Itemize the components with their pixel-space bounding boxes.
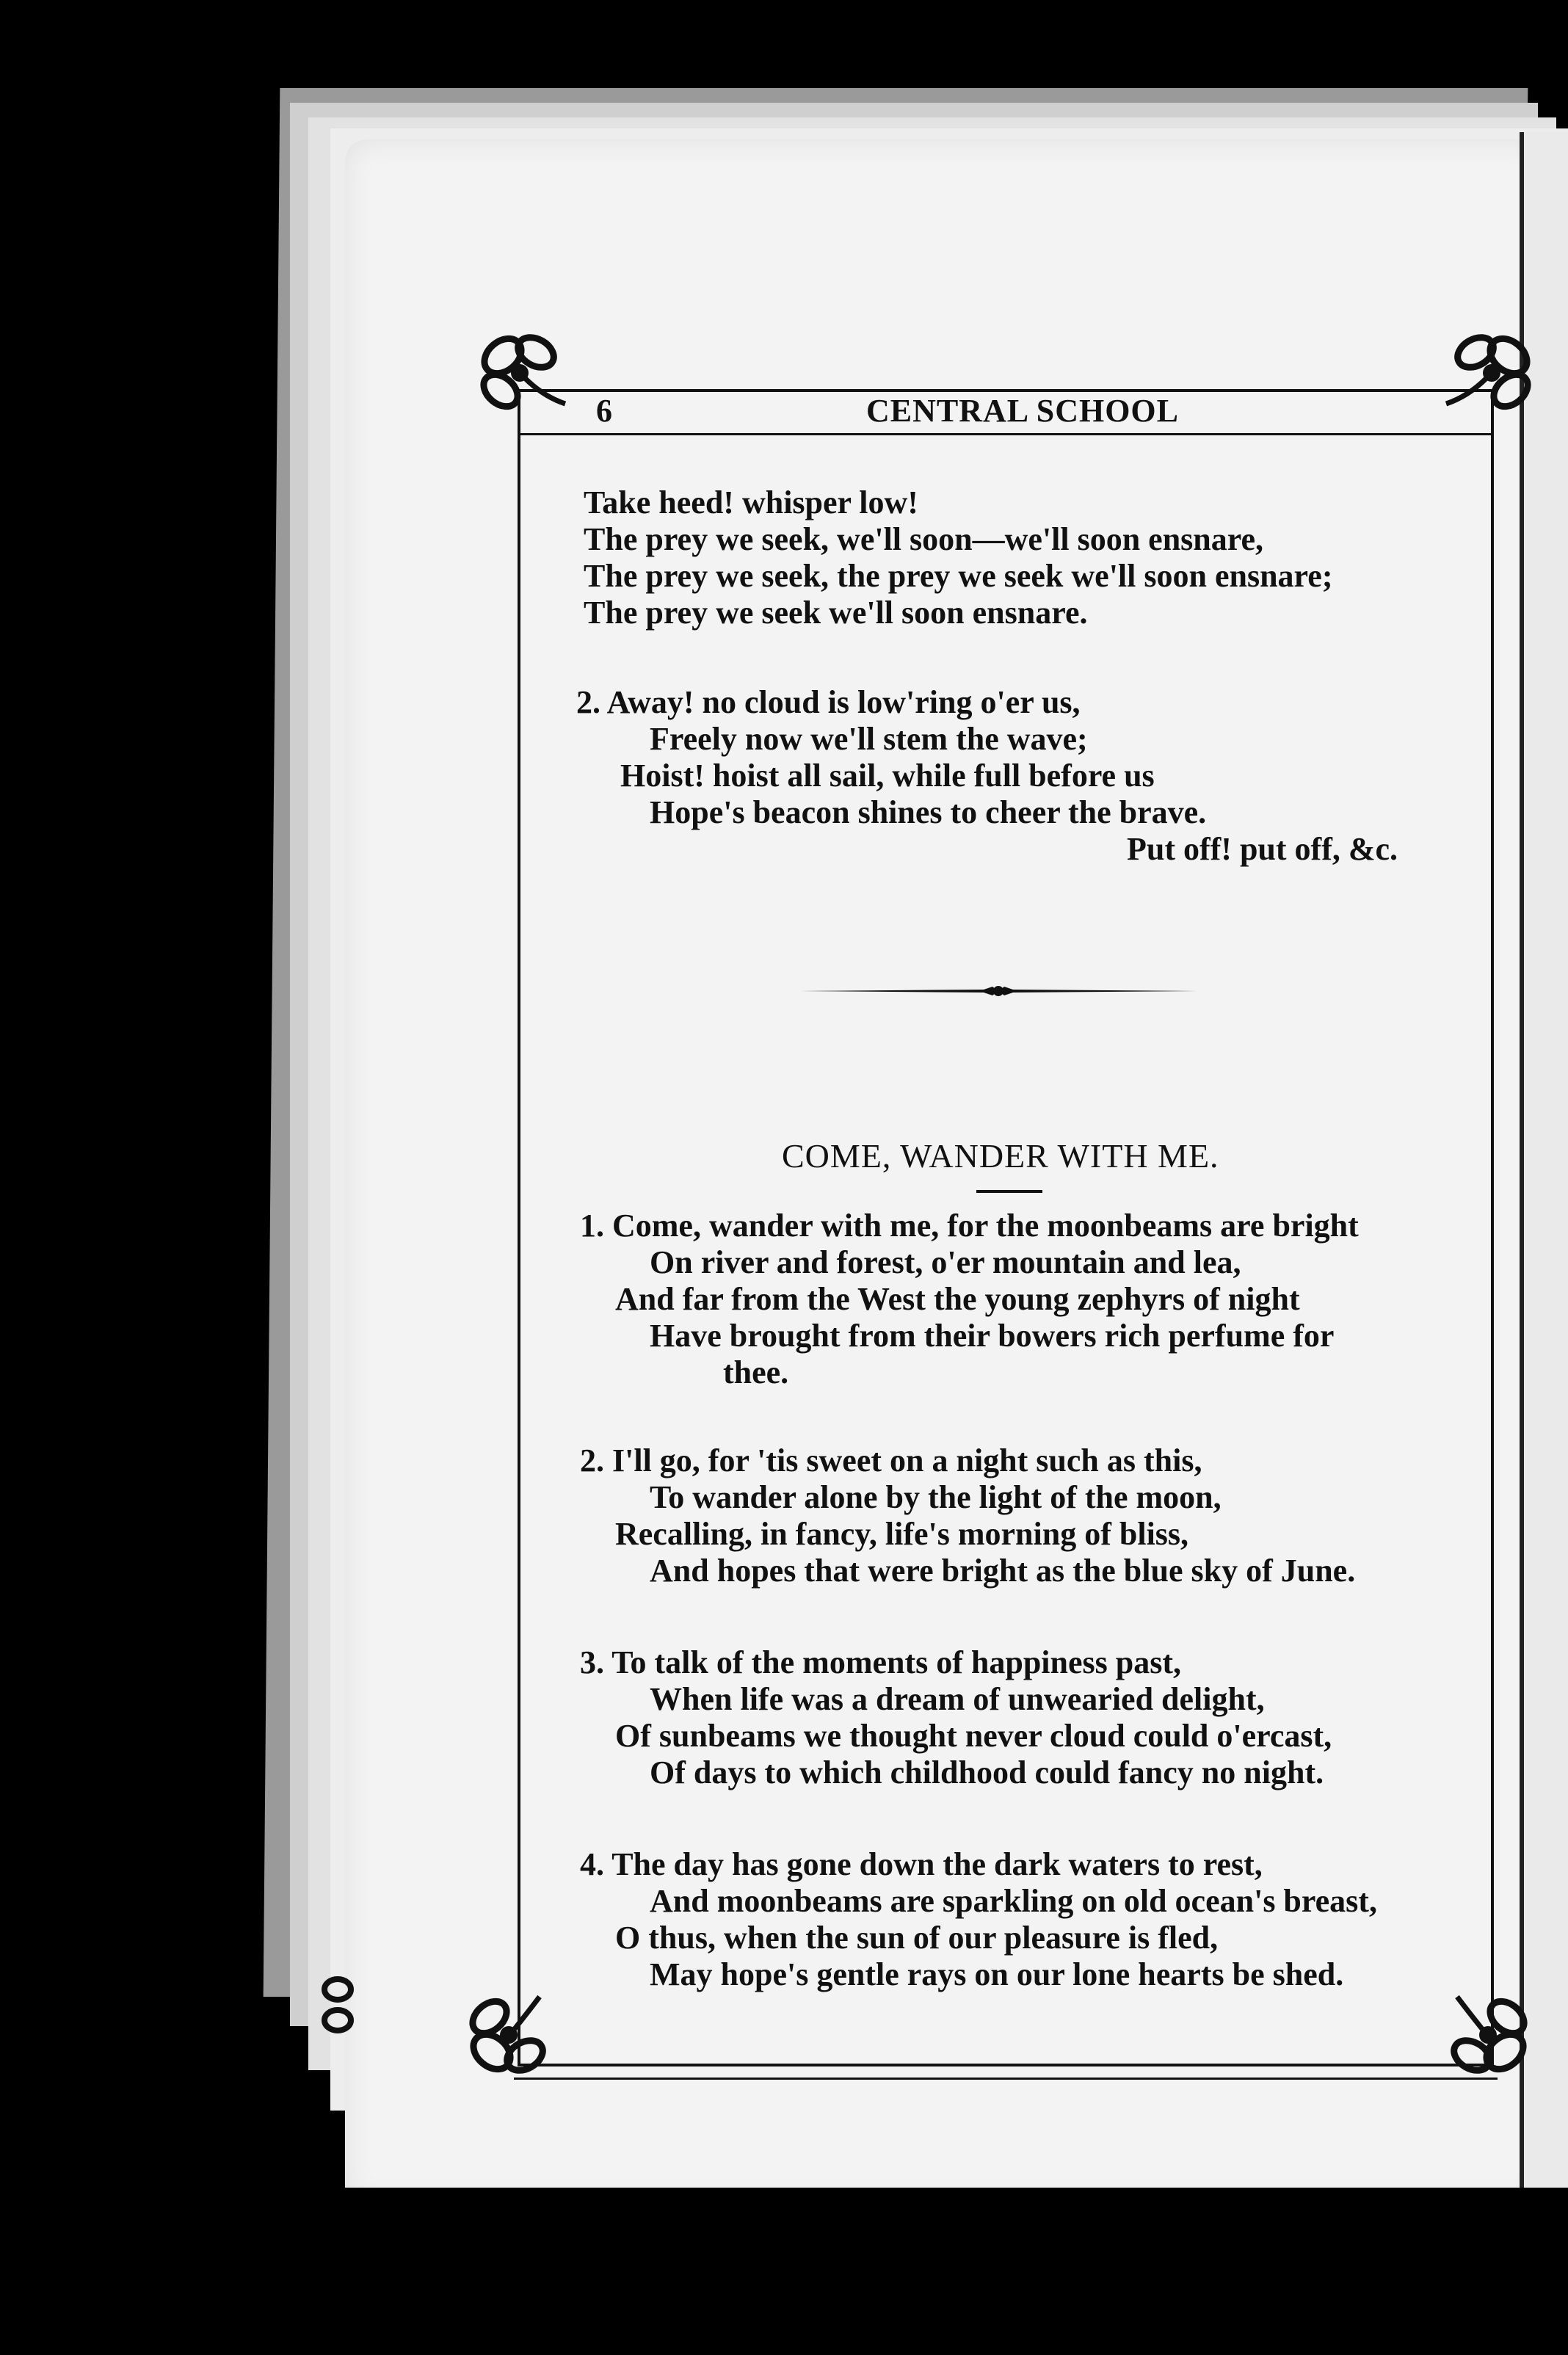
- text-line: And far from the West the young zephyrs of night: [615, 1281, 1300, 1317]
- text-line: Hope's beacon shines to cheer the brave.: [650, 794, 1207, 830]
- frame-bottom-rule: [514, 2078, 1498, 2080]
- title-rule: [976, 1190, 1042, 1193]
- text-line: 4. The day has gone down the dark waters to rest,: [580, 1846, 1263, 1882]
- song-verse-2: [576, 684, 1206, 831]
- facing-page-edge: [1520, 132, 1568, 2210]
- text-line: 2. I'll go, for 'tis sweet on a night such as this,: [580, 1443, 1202, 1478]
- text-line: When life was a dream of unwearied delight,: [650, 1681, 1265, 1717]
- text-line: On river and forest, o'er mountain and lea,: [650, 1244, 1241, 1280]
- text-line: And moonbeams are sparkling on old ocean's breast,: [650, 1883, 1377, 1919]
- text-line: Freely now we'll stem the wave;: [650, 721, 1088, 757]
- text-line: The prey we seek, the prey we seek we'll soon ensnare;: [584, 558, 1333, 594]
- text-line: Of days to which childhood could fancy no night.: [650, 1755, 1324, 1790]
- verse-1: [580, 1208, 1359, 1391]
- text-line: May hope's gentle rays on our lone hearts be shed.: [650, 1956, 1344, 1992]
- bow-ornament-icon: [470, 323, 573, 426]
- text-line: To wander alone by the light of the moon,: [650, 1479, 1222, 1515]
- text-line: 1. Come, wander with me, for the moonbeams are bright: [580, 1208, 1359, 1244]
- verse-4: [580, 1846, 1377, 1993]
- text-line: Take heed! whisper low!: [584, 485, 918, 520]
- verse-2: [580, 1443, 1355, 1589]
- scan-background: [0, 2188, 1568, 2355]
- text-line: thee.: [723, 1354, 789, 1390]
- page-number: 6: [596, 393, 612, 429]
- bow-ornament-icon: [1439, 323, 1542, 426]
- text-line: Recalling, in fancy, life's morning of bliss,: [615, 1516, 1189, 1552]
- bow-ornament-fragment-icon: [316, 1967, 360, 2041]
- text-line: The prey we seek we'll soon ensnare.: [584, 595, 1088, 631]
- song-title: COME, WANDER WITH ME.: [782, 1137, 1219, 1175]
- bow-ornament-icon: [1435, 1982, 1538, 2085]
- song-refrain-lines: [584, 485, 1332, 631]
- refrain-cue: Put off! put off, &c.: [1127, 831, 1398, 867]
- section-divider: [800, 984, 1197, 998]
- text-line: 2. Away! no cloud is low'ring o'er us,: [576, 684, 1081, 720]
- text-line: The prey we seek, we'll soon—we'll soon ensnare,: [584, 521, 1264, 557]
- bow-ornament-icon: [459, 1982, 562, 2085]
- text-line: O thus, when the sun of our pleasure is fled,: [615, 1920, 1219, 1956]
- text-line: Of sunbeams we thought never cloud could o'ercast,: [615, 1718, 1332, 1754]
- text-line: Hoist! hoist all sail, while full before us: [620, 758, 1155, 794]
- text-line: 3. To talk of the moments of happiness past,: [580, 1644, 1182, 1680]
- text-line: Have brought from their bowers rich perfume for: [650, 1318, 1335, 1354]
- text-line: And hopes that were bright as the blue sky of June.: [650, 1553, 1356, 1589]
- running-head: CENTRAL SCHOOL: [866, 393, 1179, 429]
- verse-3: [580, 1644, 1332, 1791]
